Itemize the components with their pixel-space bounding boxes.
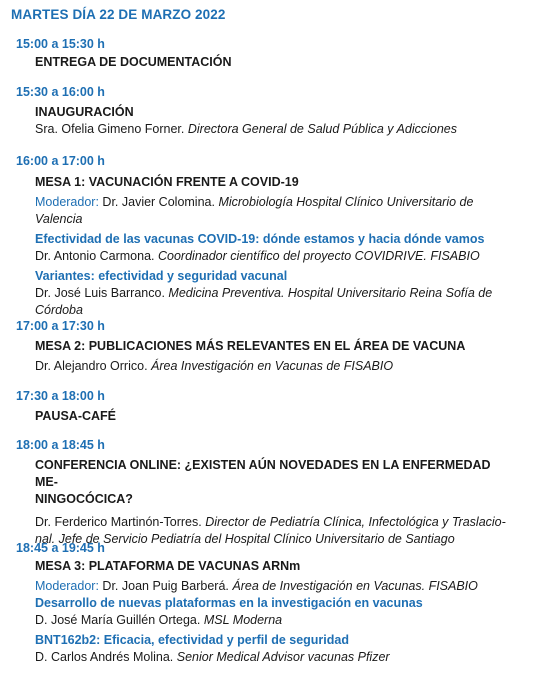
moderator-label: Moderador:: [35, 195, 99, 209]
session-time: 15:00 a 15:30 h: [16, 37, 105, 51]
speaker-name: D. José María Guillén Ortega.: [35, 613, 201, 627]
speaker-name: Dr. Ferderico Martinón-Torres.: [35, 515, 202, 529]
moderator-name: Dr. Javier Colomina.: [102, 195, 215, 209]
speaker-role-continued: nal. Jefe de Servicio Pediatría del Hospital Clínico Universitario de Santiago: [35, 532, 455, 546]
session-title: INAUGURACIÓN: [35, 105, 134, 119]
speaker-role: Área Investigación en Vacunas de FISABIO: [151, 359, 394, 373]
session-body: [35, 457, 515, 548]
session-time: 17:30 a 18:00 h: [16, 389, 105, 403]
talk-title: BNT162b2: Eficacia, efectividad y perfil de seguridad: [35, 633, 349, 647]
moderator-role: Microbiología Hospital Clínico Universitario de Valencia: [35, 195, 474, 226]
speaker-role: Senior Medical Advisor vacunas Pfizer: [176, 650, 390, 664]
session-title: PAUSA-CAFÉ: [35, 409, 117, 423]
speaker-name: Sra. Ofelia Gimeno Forner.: [35, 122, 185, 136]
speaker-line: [35, 612, 515, 629]
session-body: [35, 408, 515, 425]
speaker-line: [35, 649, 515, 666]
talk-title: Desarrollo de nuevas plataformas en la investigación en vacunas: [35, 596, 423, 610]
speaker-name: Dr. José Luis Barranco.: [35, 286, 165, 300]
session-title: CONFERENCIA ONLINE: ¿EXISTEN AÚN NOVEDADES EN LA ENFERMEDAD ME-: [35, 458, 491, 489]
speaker-role: Director de Pediatría Clínica, Infectológica y Traslacio-: [205, 515, 506, 529]
session-body: [35, 54, 515, 71]
session-time: 18:00 a 18:45 h: [16, 438, 105, 452]
speaker-role: MSL Moderna: [203, 613, 283, 627]
talk-title: Variantes: efectividad y seguridad vacunal: [35, 269, 288, 283]
session-title-continued: NINGOCÓCICA?: [35, 492, 133, 506]
session-body: [35, 558, 515, 666]
day-title: MARTES DÍA 22 DE MARZO 2022: [11, 7, 226, 22]
session-title: ENTREGA DE DOCUMENTACIÓN: [35, 55, 232, 69]
moderator-line: [35, 194, 515, 228]
moderator-role: Área de Investigación en Vacunas. FISABIO: [232, 579, 478, 593]
speaker-role: Coordinador científico del proyecto COVIDRIVE. FISABIO: [158, 249, 480, 263]
speaker-role: Medicina Preventiva. Hospital Universitario Reina Sofía de: [168, 286, 493, 300]
speaker-name: Dr. Antonio Carmona.: [35, 249, 155, 263]
moderator-line: [35, 578, 515, 595]
moderator-label: Moderador:: [35, 579, 99, 593]
session-body: [35, 174, 515, 319]
speaker-role: Directora General de Salud Pública y Adicciones: [187, 122, 457, 136]
session-title: MESA 2: PUBLICACIONES MÁS RELEVANTES EN EL ÁREA DE VACUNA: [35, 339, 466, 353]
speaker-line: [35, 358, 515, 375]
speaker-line: [35, 248, 515, 265]
speaker-line: [35, 121, 515, 138]
speaker-role-continued: Córdoba: [35, 303, 83, 317]
session-time: 17:00 a 17:30 h: [16, 319, 105, 333]
session-time: 15:30 a 16:00 h: [16, 85, 105, 99]
session-time: 16:00 a 17:00 h: [16, 154, 105, 168]
speaker-name: Dr. Alejandro Orrico.: [35, 359, 148, 373]
session-title: MESA 1: VACUNACIÓN FRENTE A COVID-19: [35, 175, 299, 189]
session-time: 18:45 a 19:45 h: [16, 541, 105, 555]
talk-title: Efectividad de las vacunas COVID-19: dónde estamos y hacia dónde vamos: [35, 232, 485, 246]
speaker-line: [35, 285, 515, 302]
moderator-name: Dr. Joan Puig Barberá.: [102, 579, 229, 593]
session-body: [35, 104, 515, 138]
session-title: MESA 3: PLATAFORMA DE VACUNAS ARNm: [35, 559, 301, 573]
speaker-line: [35, 514, 515, 531]
speaker-name: D. Carlos Andrés Molina.: [35, 650, 174, 664]
session-body: [35, 338, 515, 375]
